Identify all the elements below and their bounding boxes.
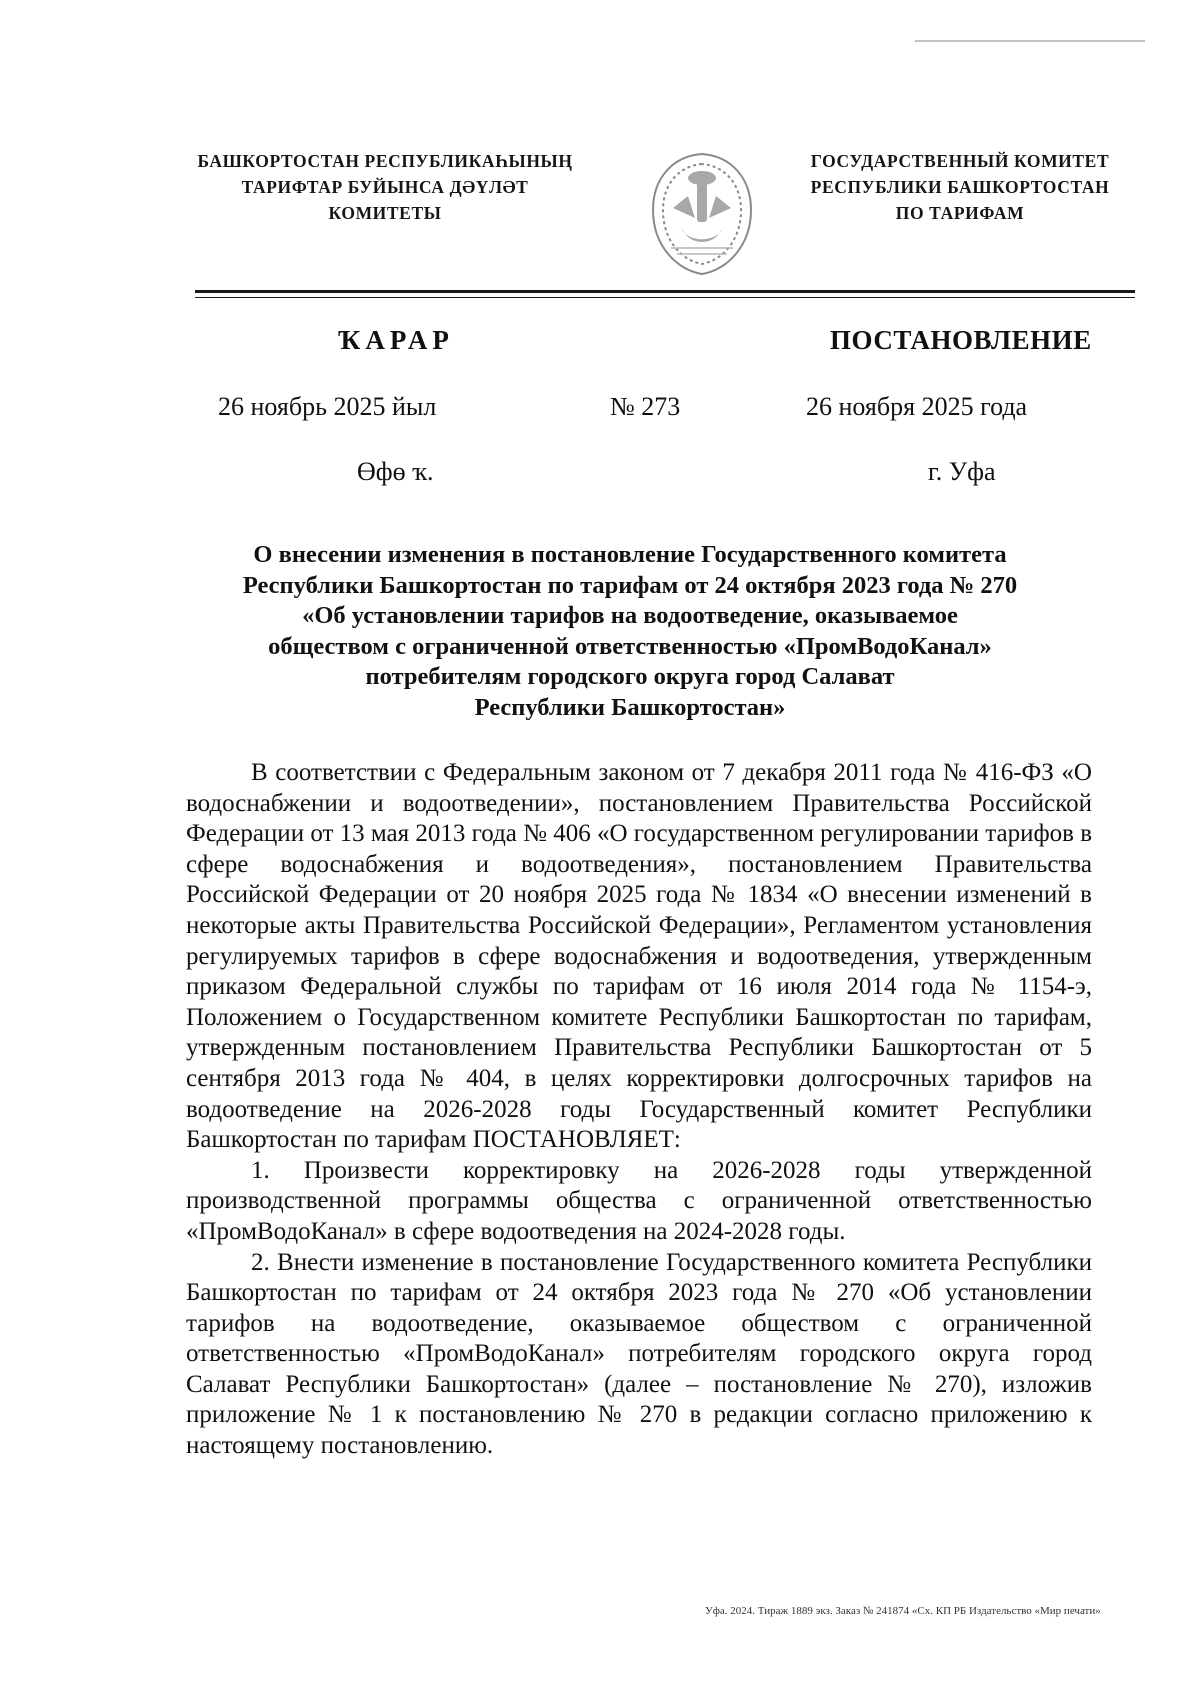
scan-artifact-line — [915, 40, 1145, 42]
date-russian: 26 ноября 2025 года — [806, 392, 1028, 421]
date-bashkir: 26 ноябрь 2025 йыл — [218, 392, 437, 421]
title-line: потребителям городского округа город Салават — [365, 663, 895, 690]
title-line: Республики Башкортостан по тарифам от 24 октября 2023 года № 270 — [242, 571, 1018, 599]
header-russian-line: РЕСПУБЛИКИ БАШКОРТОСТАН — [810, 177, 1110, 197]
printing-imprint: Уфа. 2024. Тираж 1889 экз. Заказ № 241874 «Сх. КП РБ Издательство «Мир печати» — [705, 1605, 1101, 1617]
title-line: О внесении изменения в постановление Государственного комитета — [253, 541, 1007, 568]
document-number: № 273 — [610, 392, 681, 421]
header-bashkir-line: БАШКОРТОСТАН РЕСПУБЛИКАҺЫНЫҢ — [197, 151, 573, 171]
city-bashkir: Өфө ҡ. — [357, 457, 434, 486]
document-body — [186, 758, 1092, 1462]
header-russian-line: ПО ТАРИФАМ — [895, 203, 1025, 223]
coat-of-arms-emblem — [643, 148, 761, 278]
header-bashkir-line: КОМИТЕТЫ — [328, 203, 442, 223]
header-bashkir-line: ТАРИФТАР БУЙЫНСА ДӘҮЛӘТ — [241, 177, 529, 197]
header-russian — [770, 148, 1150, 226]
doc-type-russian: ПОСТАНОВЛЕНИЕ — [830, 325, 1092, 355]
preamble-paragraph: В соответствии с Федеральным законом от 7 декабря 2011 года № 416-ФЗ «О водоснабжении и водоотведении», постановлением Правительства Российской Федерации от 13 мая 2013 года № 406 «О государственном регулировании тарифов в сфере водоснабжения и водоотведения», постановлением Правительства Российской Федерации от 20 ноября 2025 года № 1834 «О внесении изменений в некоторые акты Правительства Российской Федерации», Регламентом установления регулируемых тарифов в сфере водоснабжения и водоотведения, утвержденным приказом Федеральной службы по тарифам от 16 июля 2014 года № 1154-э, Положением о Государственном комитете Республики Башкортостан по тарифам, утвержденным постановлением Правительства Республики Башкортостан от 5 сентября 2013 года № 404, в целях корректировки долгосрочных тарифов на водоотведение на 2026-2028 годы Государственный комитет Республики Башкортостан по тарифам ПОСТАНОВЛЯЕТ: — [186, 759, 1093, 1154]
clause-2-paragraph: 2. Внести изменение в постановление Государственного комитета Республики Башкортостан по тарифам от 24 октября 2023 года № 270 «Об установлении тарифов на водоотведение, оказываемое обществом с ограниченной ответственностью «ПромВодоКанал» потребителям городского округа город Салават Республики Башкортостан» (далее – постановление № 270), изложив приложение № 1 к постановлению № 270 в редакции согласно приложению к настоящему постановлению. — [186, 1248, 1092, 1460]
clause-1-paragraph: 1. Произвести корректировку на 2026-2028 годы утвержденной производственной программы общества с ограниченной ответственностью «ПромВодоКанал» в сфере водоотведения на 2024-2028 годы. — [186, 1156, 1092, 1245]
title-line: обществом с ограниченной ответственностью «ПромВодоКанал» — [268, 632, 992, 660]
header-divider-thin — [195, 297, 1135, 298]
title-line: Республики Башкортостан» — [474, 693, 786, 721]
city-russian: г. Уфа — [928, 457, 996, 486]
header-bashkir — [160, 148, 610, 226]
doc-type-bashkir: ҠАРАР — [338, 325, 454, 355]
header-russian-line: ГОСУДАРСТВЕННЫЙ КОМИТЕТ — [810, 151, 1110, 171]
document-title — [180, 540, 1080, 723]
header-divider-thick — [195, 290, 1135, 293]
title-line: «Об установлении тарифов на водоотведение, оказываемое — [302, 602, 958, 629]
